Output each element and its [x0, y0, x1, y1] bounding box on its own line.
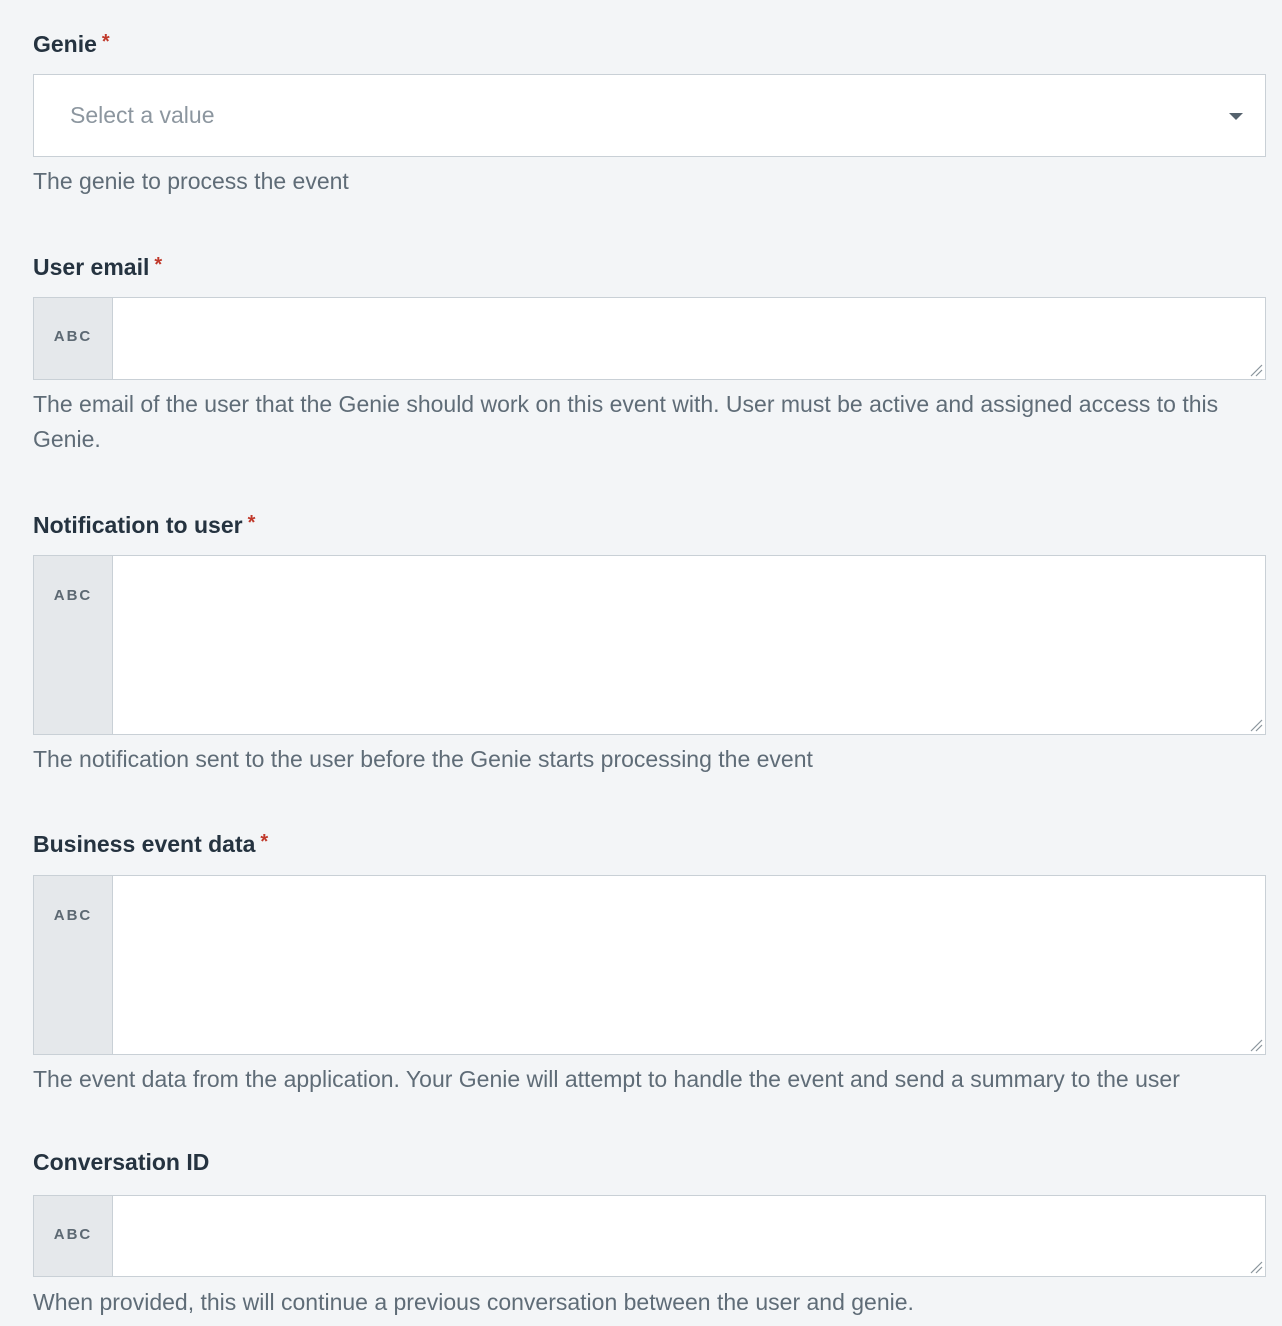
resize-handle-icon[interactable]	[1249, 718, 1263, 732]
notification-label-text: Notification to user	[33, 512, 243, 538]
user-email-field	[33, 250, 1266, 452]
text-type-badge	[34, 556, 113, 734]
resize-handle-icon[interactable]	[1249, 1038, 1263, 1052]
chevron-down-icon[interactable]	[1229, 113, 1243, 120]
type-tag-label: ABC	[53, 328, 93, 345]
genie-help-text: The genie to process the event	[33, 168, 349, 194]
text-type-badge	[34, 1196, 113, 1276]
text-type-badge	[34, 298, 113, 379]
business-event-data-label-text: Business event data	[33, 831, 256, 857]
user-email-label	[33, 250, 1266, 280]
required-asterisk: *	[260, 831, 269, 853]
user-email-editor[interactable]	[113, 298, 1265, 379]
required-asterisk: *	[247, 512, 256, 534]
conversation-id-label-text: Conversation ID	[33, 1149, 210, 1175]
type-tag-label: ABC	[53, 587, 93, 604]
notification-input[interactable]	[33, 555, 1266, 735]
resize-handle-icon[interactable]	[1249, 363, 1263, 377]
type-tag-label: ABC	[53, 1226, 93, 1243]
notification-field	[33, 508, 1266, 772]
business-event-data-input[interactable]	[33, 875, 1266, 1055]
conversation-id-field	[33, 1147, 1266, 1315]
conversation-id-input[interactable]	[33, 1195, 1266, 1277]
user-email-help-text: The email of the user that the Genie should work on this event with. User must be active and assigned access to this Genie.	[33, 391, 1219, 452]
business-event-data-help-text: The event data from the application. Your Genie will attempt to handle the event and send a summary to the user	[33, 1066, 1180, 1092]
genie-select[interactable]	[33, 74, 1266, 157]
type-tag-label: ABC	[53, 907, 93, 924]
conversation-id-help-text: When provided, this will continue a previous conversation between the user and genie.	[33, 1289, 914, 1315]
notification-editor[interactable]	[113, 556, 1265, 734]
text-type-badge	[34, 876, 113, 1054]
user-email-label-text: User email	[33, 254, 150, 280]
business-event-data-field	[33, 827, 1266, 1092]
genie-label	[33, 27, 1266, 57]
resize-handle-icon[interactable]	[1249, 1260, 1263, 1274]
conversation-id-editor[interactable]	[113, 1196, 1265, 1276]
conversation-id-label	[33, 1147, 1266, 1177]
genie-field	[33, 27, 1266, 194]
user-email-input[interactable]	[33, 297, 1266, 380]
required-asterisk: *	[101, 31, 110, 53]
business-event-data-label	[33, 827, 1266, 857]
genie-select-placeholder: Select a value	[70, 102, 215, 128]
genie-label-text: Genie	[33, 31, 97, 57]
required-asterisk: *	[154, 254, 163, 276]
notification-label	[33, 508, 1266, 538]
notification-help-text: The notification sent to the user before the Genie starts processing the event	[33, 746, 813, 772]
business-event-data-editor[interactable]	[113, 876, 1265, 1054]
